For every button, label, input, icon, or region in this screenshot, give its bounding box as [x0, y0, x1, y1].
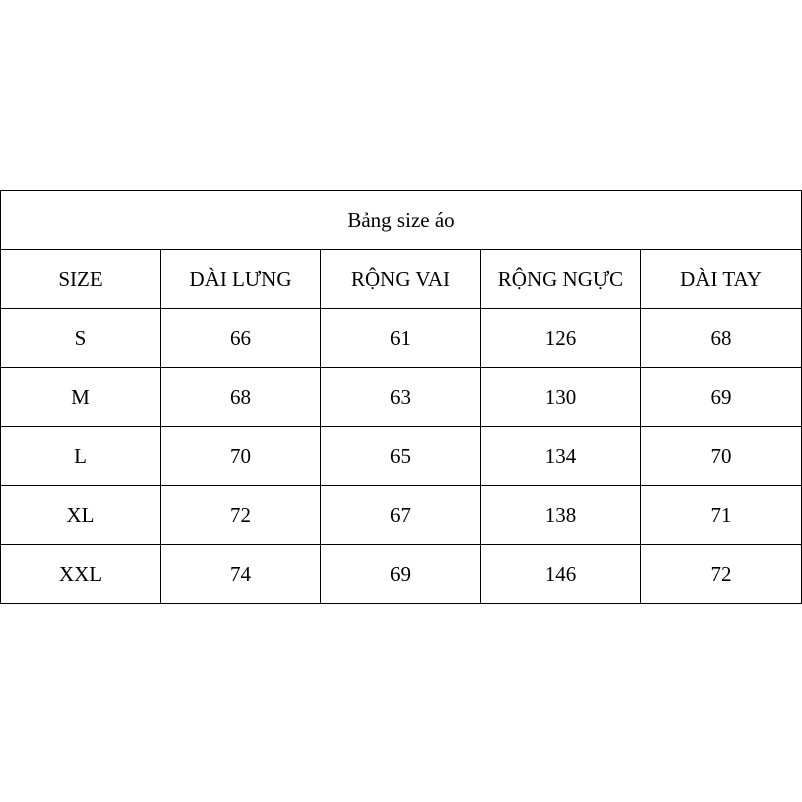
size-cell: S	[1, 309, 161, 368]
sleeve-length-cell: 70	[641, 427, 802, 486]
size-chart-table	[0, 190, 802, 604]
size-cell: M	[1, 368, 161, 427]
chest-width-cell: 138	[481, 486, 641, 545]
back-length-cell: 68	[161, 368, 321, 427]
table-row	[1, 309, 802, 368]
header-shoulder-width: RỘNG VAI	[321, 250, 481, 309]
shoulder-width-cell: 61	[321, 309, 481, 368]
sleeve-length-cell: 72	[641, 545, 802, 604]
chest-width-cell: 130	[481, 368, 641, 427]
sleeve-length-cell: 69	[641, 368, 802, 427]
back-length-cell: 72	[161, 486, 321, 545]
table-row	[1, 545, 802, 604]
table-title: Bảng size áo	[1, 191, 802, 250]
shoulder-width-cell: 63	[321, 368, 481, 427]
table-row	[1, 427, 802, 486]
header-chest-width: RỘNG NGỰC	[481, 250, 641, 309]
header-size: SIZE	[1, 250, 161, 309]
shoulder-width-cell: 69	[321, 545, 481, 604]
size-cell: XXL	[1, 545, 161, 604]
back-length-cell: 70	[161, 427, 321, 486]
sleeve-length-cell: 68	[641, 309, 802, 368]
size-cell: L	[1, 427, 161, 486]
size-cell: XL	[1, 486, 161, 545]
header-row	[1, 250, 802, 309]
back-length-cell: 74	[161, 545, 321, 604]
sleeve-length-cell: 71	[641, 486, 802, 545]
shoulder-width-cell: 67	[321, 486, 481, 545]
table-row	[1, 368, 802, 427]
back-length-cell: 66	[161, 309, 321, 368]
chest-width-cell: 134	[481, 427, 641, 486]
header-back-length: DÀI LƯNG	[161, 250, 321, 309]
header-sleeve-length: DÀI TAY	[641, 250, 802, 309]
chest-width-cell: 146	[481, 545, 641, 604]
table-row	[1, 486, 802, 545]
title-row	[1, 191, 802, 250]
chest-width-cell: 126	[481, 309, 641, 368]
shoulder-width-cell: 65	[321, 427, 481, 486]
